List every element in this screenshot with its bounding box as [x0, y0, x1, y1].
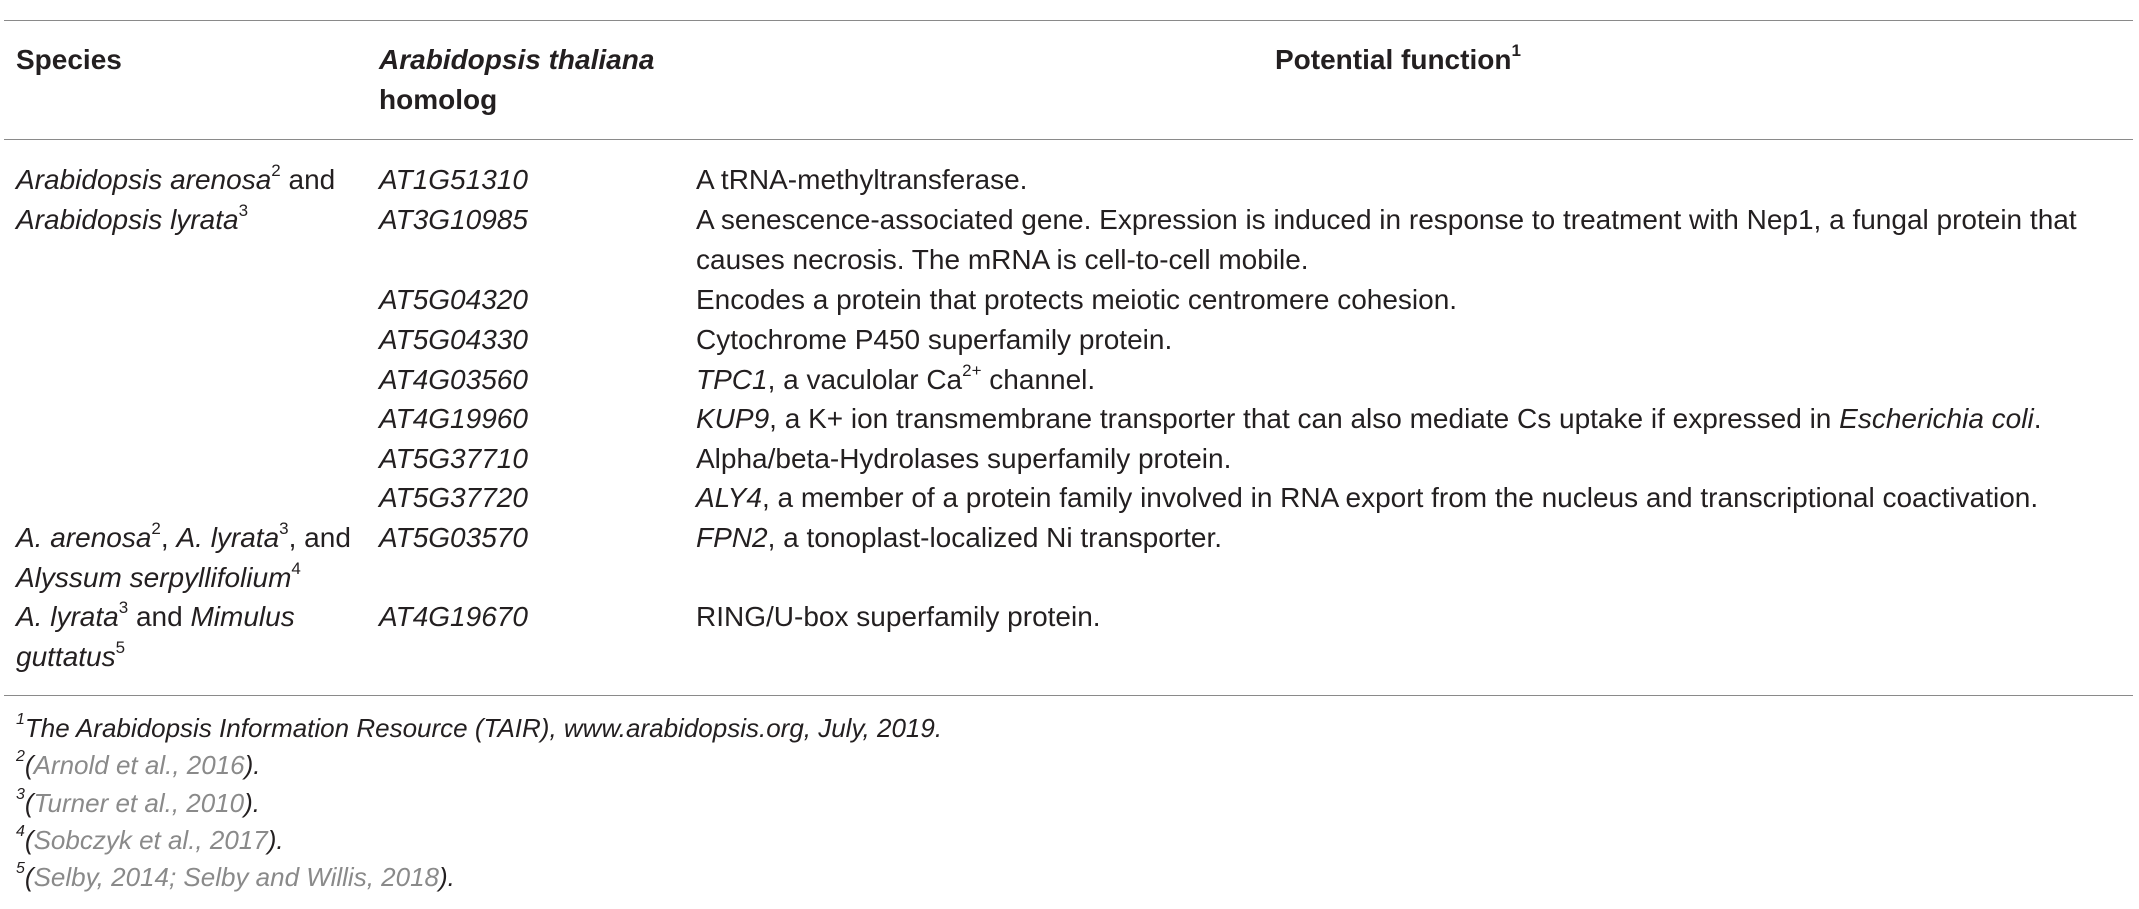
function-text: A tRNA-methyltransferase.	[696, 164, 1028, 195]
gene-symbol: KUP9	[696, 403, 770, 434]
species-name: A. arenosa	[16, 522, 152, 553]
gene-id: AT3G10985	[379, 204, 528, 235]
gene-function	[696, 320, 1172, 360]
citation-link[interactable]: Selby, 2014; Selby and Willis, 2018	[33, 862, 439, 892]
footnote-open: (	[24, 750, 34, 780]
gene-function-continued: causes necrosis. The mRNA is cell-to-cell mobile.	[696, 244, 1309, 275]
species-connector: and	[280, 164, 336, 195]
footnote-marker: 3	[16, 786, 25, 804]
gene-function	[696, 399, 2041, 439]
footnote-close: ).	[244, 750, 261, 780]
function-text: , a vaculolar Ca	[767, 364, 963, 395]
function-text: Encodes a protein that protects meiotic centromere cohesion.	[696, 284, 1458, 315]
species-ref-sup: 3	[118, 597, 129, 617]
function-text: A senescence-associated gene. Expression is induced in response to treatment with Nep1, a fungal protein that	[696, 204, 2077, 235]
gene-id: AT4G19960	[379, 403, 528, 434]
gene-symbol: ALY4	[696, 482, 762, 513]
species-group-2-line-2	[16, 558, 301, 598]
gene-id: AT5G03570	[379, 522, 528, 553]
species-group-3-line-2	[16, 637, 125, 677]
species-ref-sup: 5	[115, 637, 126, 657]
species-name: Arabidopsis lyrata	[16, 204, 239, 235]
gene-id: AT5G37720	[379, 482, 528, 513]
species-group-3-line-1	[16, 597, 295, 637]
species-ref-sup: 3	[238, 200, 249, 220]
header-function-label: Potential function	[1275, 44, 1512, 75]
footnote-4	[16, 821, 284, 859]
header-homolog-sub: homolog	[379, 84, 498, 115]
species-connector: and	[128, 601, 191, 632]
gene-id: AT4G19670	[379, 601, 528, 632]
table-bottom-rule	[4, 695, 2133, 696]
footnote-marker: 2	[16, 748, 25, 766]
function-text: RING/U-box superfamily protein.	[696, 601, 1101, 632]
species-name: A. lyrata	[16, 601, 119, 632]
species-ref-sup: 2	[271, 160, 281, 180]
footnote-5	[16, 858, 455, 896]
gene-id: AT5G04320	[379, 284, 528, 315]
gene-id: AT5G37710	[379, 443, 528, 474]
header-potential-function	[1275, 40, 1521, 80]
charge-sup: 2+	[962, 360, 982, 380]
function-text: , a K+ ion transmembrane transporter that can also mediate Cs uptake if expressed in	[769, 403, 1840, 434]
species-group-2-line-1	[16, 518, 351, 558]
footnote-1	[16, 709, 942, 747]
citation-link[interactable]: Sobczyk et al., 2017	[33, 825, 268, 855]
gene-function	[696, 518, 1222, 558]
species-name: Alyssum serpyllifolium	[16, 562, 292, 593]
organism-name: Escherichia coli	[1839, 403, 2034, 434]
header-bottom-rule	[4, 139, 2133, 140]
citation-link[interactable]: Turner et al., 2010	[33, 788, 245, 818]
species-name: Mimulus	[190, 601, 295, 632]
function-text: Alpha/beta-Hydrolases superfamily protein.	[696, 443, 1232, 474]
footnote-marker: 5	[16, 860, 25, 878]
species-ref-sup: 2	[151, 518, 161, 538]
footnote-text: The Arabidopsis Information Resource (TAIR), www.arabidopsis.org, July, 2019.	[24, 713, 943, 743]
gene-function	[696, 200, 2077, 240]
footnote-2	[16, 746, 261, 784]
citation-link[interactable]: Arnold et al., 2016	[33, 750, 245, 780]
species-name: guttatus	[16, 641, 116, 672]
header-species: Species	[16, 44, 122, 75]
gene-function	[696, 478, 2038, 518]
footnote-marker: 4	[16, 823, 25, 841]
footnote-open: (	[24, 788, 34, 818]
gene-function	[696, 439, 1231, 479]
footnote-close: ).	[267, 825, 284, 855]
footnote-3	[16, 784, 260, 822]
gene-symbol: FPN2	[696, 522, 768, 553]
function-text: Cytochrome P450 superfamily protein.	[696, 324, 1173, 355]
species-name: Arabidopsis arenosa	[16, 164, 272, 195]
gene-id: AT4G03560	[379, 364, 528, 395]
species-group-1-line-2	[16, 200, 248, 240]
footnote-open: (	[24, 862, 34, 892]
gene-function	[696, 597, 1101, 637]
species-ref-sup: 3	[279, 518, 289, 538]
table-top-rule	[4, 20, 2133, 21]
function-text: , a member of a protein family involved in RNA export from the nucleus and transcriptional coactivation.	[761, 482, 2039, 513]
footnote-marker: 1	[16, 711, 25, 729]
function-text: channel.	[981, 364, 1096, 395]
gene-id: AT5G04330	[379, 324, 528, 355]
footnote-close: ).	[439, 862, 455, 892]
gene-function	[696, 360, 1095, 400]
gene-symbol: TPC1	[696, 364, 768, 395]
species-name: A. lyrata	[176, 522, 280, 553]
species-group-1-line-1	[16, 160, 335, 200]
header-homolog-title: Arabidopsis thaliana	[379, 44, 655, 75]
species-ref-sup: 4	[291, 558, 301, 578]
gene-id: AT1G51310	[379, 164, 528, 195]
species-connector: ,	[160, 522, 177, 553]
gene-function	[696, 160, 1027, 200]
header-function-sup: 1	[1511, 40, 1521, 60]
function-text: , a tonoplast-localized Ni transporter.	[767, 522, 1223, 553]
footnote-close: ).	[244, 788, 260, 818]
species-connector: , and	[288, 522, 351, 553]
gene-function	[696, 280, 1457, 320]
footnote-open: (	[24, 825, 34, 855]
function-text: .	[2033, 403, 2042, 434]
